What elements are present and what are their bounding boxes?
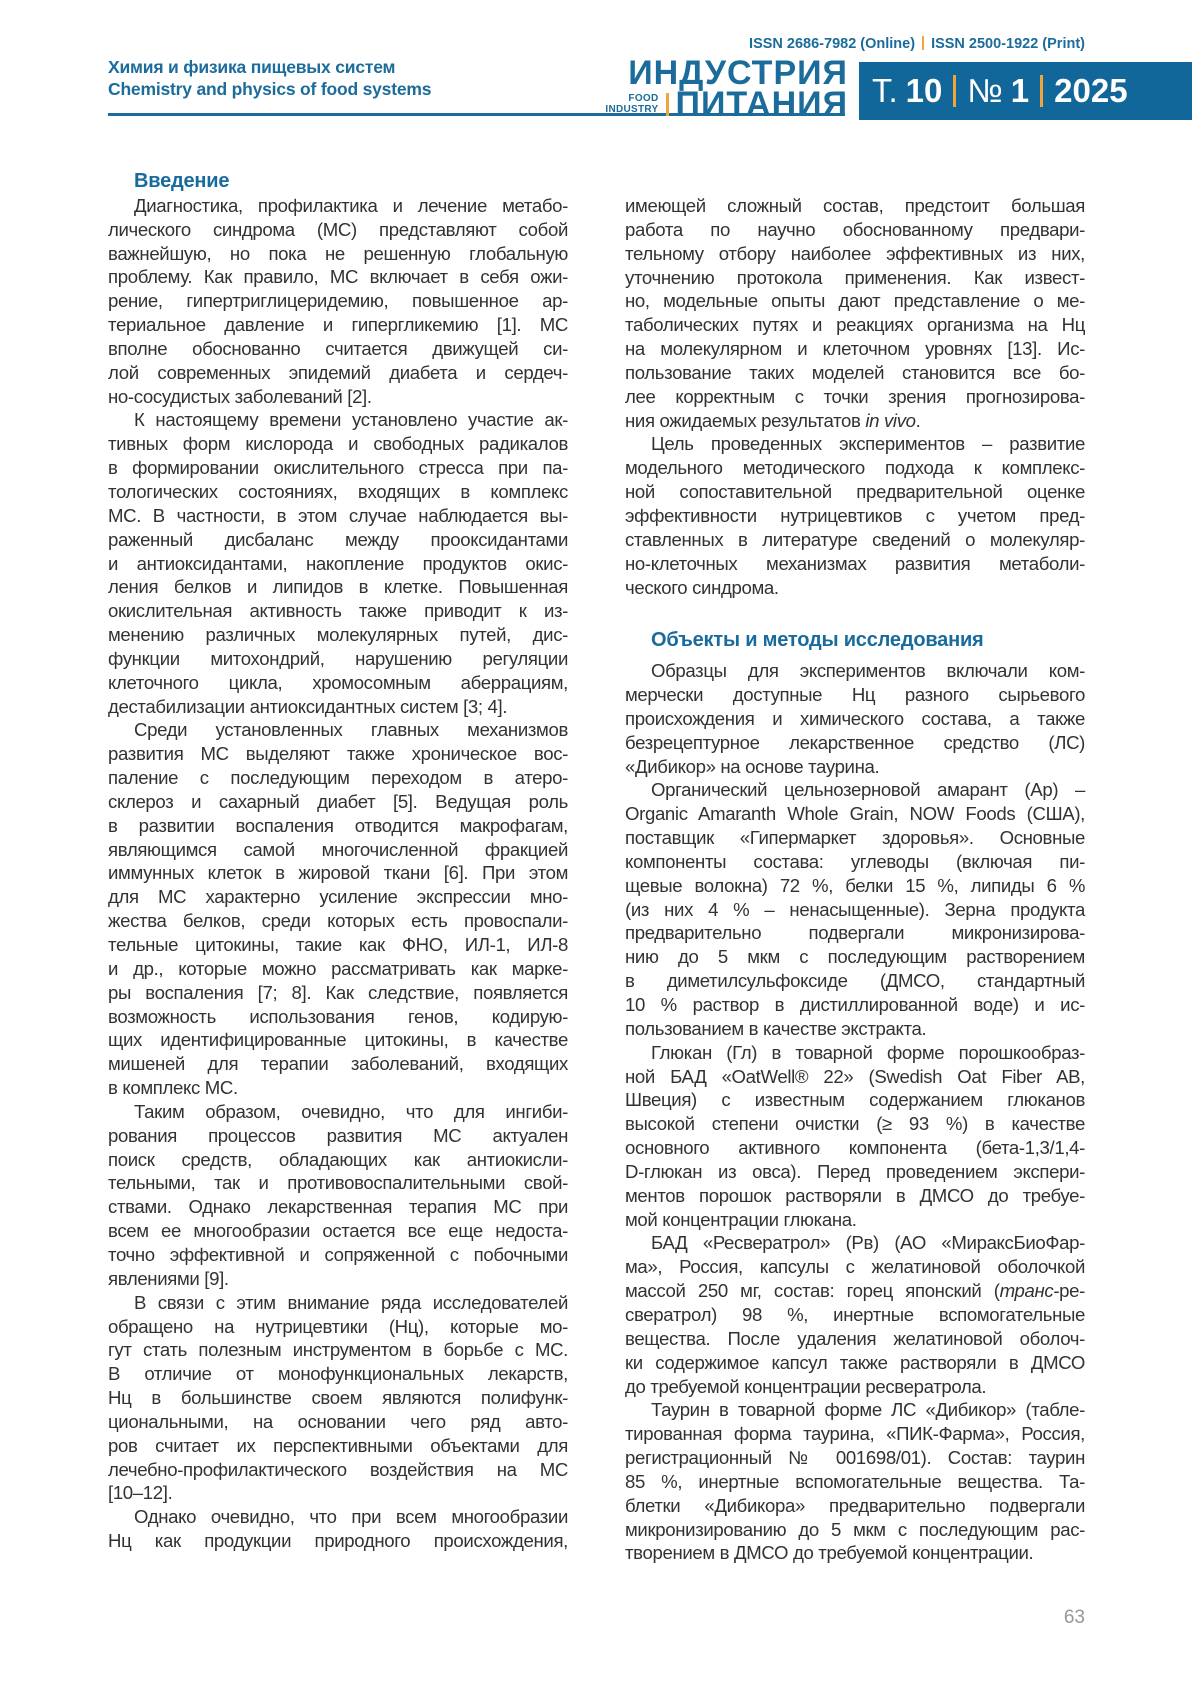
- text-line: тивных форм кислорода и свободных радикалов: [108, 433, 568, 455]
- text-line: Organic Amaranth Whole Grain, NOW Foods (США),: [625, 803, 1085, 825]
- text-line: ной БАД «OatWell® 22» (Swedish Oat Fiber AB,: [625, 1065, 1085, 1087]
- text-line: раженный дисбаланс между прооксидантами: [108, 528, 568, 550]
- logo-subtitle: [605, 94, 658, 115]
- paragraph: [108, 1505, 568, 1553]
- text-line: важнейшую, но пока не решенную глобальную: [108, 242, 568, 264]
- section-heading: Объекты и методы исследования: [651, 629, 984, 652]
- text-line: (из них 4 % – ненасыщенные). Зерна продукта: [625, 898, 1085, 920]
- text-line: пользованием в качестве экстракта.: [625, 1017, 927, 1039]
- paragraph: [108, 718, 568, 1100]
- text-line: щевые волокна) 72 %, белки 15 %, липиды 6 %: [625, 874, 1085, 896]
- text-line: тельными, так и противовоспалительными свой-: [108, 1172, 568, 1194]
- issue-box: [859, 62, 1192, 120]
- text-line: функции митохондрий, нарушению регуляции: [108, 647, 568, 669]
- text-line: Диагностика, профилактика и лечение метабо-: [134, 194, 568, 216]
- text-line: ки содержимое капсул также растворяли в ДМСО: [625, 1351, 1085, 1373]
- text-line: поставщик «Гипермаркет здоровья». Основные: [625, 827, 1085, 849]
- text-line: всем ее многообразии остается все еще недоста-: [108, 1220, 568, 1242]
- text-line: ставленных в литературе сведений о молекуляр-: [625, 528, 1085, 550]
- text-line: тельные цитокины, такие как ФНО, ИЛ-1, ИЛ-8: [108, 934, 568, 955]
- text-line: рение, гипертриглицеридемию, повышенное ар-: [108, 290, 568, 312]
- left-column: [108, 170, 568, 1565]
- text-line: тологических состояниях, входящих в комплекс: [108, 480, 568, 502]
- text-line: вещества. После удаления желатиновой оболоч-: [625, 1327, 1085, 1349]
- text-line: 10 % раствор в дистиллированной воде) и ис-: [625, 994, 1085, 1015]
- text-line: уточнению протокола применения. Как извест-: [625, 266, 1085, 288]
- logo-subtitle-line1: FOOD: [628, 93, 659, 104]
- paragraph: [625, 659, 1085, 778]
- text-line: модельного методического подхода к комплекс-: [625, 457, 1085, 479]
- text-line: основного активного компонента (бета-1,3/1,4-: [625, 1137, 1085, 1159]
- text-line: МС. В частности, в этом случае наблюдается вы-: [108, 504, 568, 526]
- text-line: лического синдрома (МС) представляют собой: [108, 218, 568, 240]
- text-line: Среди установленных главных механизмов: [134, 719, 568, 741]
- text-line: развития МС выделяют также хроническое вос-: [108, 743, 568, 765]
- text-line: нию до 5 мкм с последующим растворением: [625, 946, 1085, 968]
- text-line: в развитии воспаления отводится макрофагам,: [108, 814, 568, 836]
- right-column: [625, 170, 1085, 1565]
- text-line: и антиоксидантами, накопление продуктов окис-: [108, 552, 568, 574]
- issue-volume: [872, 72, 942, 110]
- text-line: лее корректным с точки зрения прогнозирова-: [625, 385, 1085, 407]
- text-line: паление с последующим переходом в атеро-: [108, 767, 568, 789]
- section-heading: Введение: [134, 170, 230, 192]
- paragraph: [625, 778, 1085, 1040]
- text-line: тированная форма таурина, «ПИК-Фарма», Россия,: [625, 1423, 1085, 1445]
- journal-logo: [560, 54, 848, 123]
- content-columns: [108, 170, 1085, 1565]
- number-label: №: [967, 72, 1003, 109]
- text-line: для МС характерно усиление экспрессии мно-: [108, 886, 568, 908]
- text-line: ментов порошок растворяли в ДМСО до требуе-: [625, 1184, 1085, 1206]
- text-line: щих идентифицированные цитокины, в качестве: [108, 1029, 568, 1051]
- text-line: БАД «Ресвератрол» (Рв) (АО «МираксБиоФар-: [651, 1232, 1085, 1254]
- issn-online: ISSN 2686-7982 (Online): [749, 36, 916, 52]
- text-line: являющимся самой многочисленной фракцией: [108, 838, 568, 860]
- text-line: ствами. Однако лекарственная терапия МС при: [108, 1196, 568, 1218]
- issue-year: [1054, 72, 1127, 110]
- text-line: микронизированию до 5 мкм с последующим рас-: [625, 1518, 1085, 1540]
- text-line: до требуемой концентрации ресвератрола.: [625, 1375, 987, 1397]
- text-line: высокой степени очистки (≥ 93 %) в качестве: [625, 1113, 1085, 1135]
- number-value: 1: [1010, 72, 1030, 109]
- text-line: вполне обоснованно считается движущей си-: [108, 337, 568, 359]
- text-line: клеточного цикла, хромосомным аберрациям,: [108, 671, 568, 693]
- paragraph: [625, 194, 1085, 432]
- text-line: склероз и сахарный диабет [5]. Ведущая роль: [108, 790, 568, 812]
- text-line: свератрол) 98 %, инертные вспомогательные: [625, 1303, 1085, 1325]
- paragraph: [625, 432, 1085, 599]
- year-value: 2025: [1054, 72, 1128, 109]
- text-line: ной сопоставительной предварительной оценке: [625, 481, 1085, 503]
- text-line: Нц в большинстве своем являются полифунк-: [108, 1387, 568, 1409]
- text-line: массой 250 мг, состав: горец японский (транс-ре-: [625, 1280, 1085, 1302]
- issn-print: ISSN 2500-1922 (Print): [931, 36, 1085, 52]
- text-line: безрецептурное лекарственное средство (ЛС): [625, 731, 1085, 753]
- text-line: на молекулярном и клеточном уровнях [13]. Ис-: [625, 338, 1085, 360]
- text-line: Глюкан (Гл) в товарной форме порошкообраз-: [651, 1041, 1085, 1063]
- text-line: в формировании окислительного стресса при па-: [108, 457, 568, 479]
- text-line: эффективности нутрицевтиков с учетом пред-: [625, 504, 1085, 526]
- journal-title-en: Chemistry and physics of food systems: [108, 79, 432, 99]
- text-line: обращено на нутрицевтики (Нц), которые мо-: [108, 1315, 568, 1337]
- text-line: В отличие от монофункциональных лекарств,: [108, 1363, 568, 1385]
- text-line: компоненты состава: углеводы (включая пи-: [625, 850, 1085, 872]
- volume-value: 10: [905, 72, 943, 109]
- paragraph: [625, 1398, 1085, 1565]
- text-line: лой современных эпидемий диабета и сердеч-: [108, 361, 568, 383]
- logo-subtitle-line2: INDUSTRY: [605, 103, 659, 115]
- text-line: мишеней для терапии заболеваний, входящих: [108, 1053, 568, 1075]
- text-line: творением в ДМСО до требуемой концентрации.: [625, 1542, 1034, 1564]
- paragraph: [108, 194, 568, 409]
- text-line: и др., которые можно рассматривать как марке-: [108, 957, 568, 979]
- text-line: гут стать полезным инструментом в борьбе с МС.: [108, 1339, 568, 1361]
- issue-number: [967, 72, 1029, 110]
- text-line: в диметилсульфоксиде (ДМСО, стандартный: [625, 970, 1085, 992]
- text-line: предварительно подвергали микронизирова-: [625, 922, 1085, 944]
- paragraph: [108, 408, 568, 718]
- text-line: работа по научно обоснованному предвари-: [625, 218, 1085, 240]
- text-line: К настоящему времени установлено участие ак-: [134, 409, 568, 431]
- paragraph: [625, 1041, 1085, 1232]
- text-line: В связи с этим внимание ряда исследователей: [134, 1291, 568, 1313]
- text-line: ния ожидаемых результатов in vivo.: [625, 409, 921, 431]
- text-line: блетки «Дибикора» предварительно подвергали: [625, 1494, 1085, 1516]
- text-line: Таурин в товарной форме ЛС «Дибикор» (табле-: [651, 1399, 1085, 1421]
- text-line: Однако очевидно, что при всем многообразии: [134, 1506, 568, 1528]
- text-line: точно эффективной и сопряженной с побочными: [108, 1243, 568, 1265]
- journal-title-block: [108, 56, 431, 100]
- text-line: Таким образом, очевидно, что для ингиби-: [134, 1100, 568, 1122]
- text-line: Цель проведенных экспериментов – развитие: [651, 433, 1085, 455]
- volume-label: Т.: [872, 72, 898, 109]
- text-line: териальное давление и гипергликемию [1]. МС: [108, 314, 568, 336]
- text-line: в комплекс МС.: [108, 1077, 238, 1099]
- text-line: ры воспаления [7; 8]. Как следствие, появляется: [108, 981, 568, 1003]
- text-line: Нц как продукции природного происхождения,: [108, 1530, 568, 1552]
- text-line: менению различных молекулярных путей, дис-: [108, 624, 568, 646]
- text-line: ления белков и липидов в клетке. Повышенная: [108, 576, 568, 598]
- text-line: происхождения и химического состава, а также: [625, 707, 1085, 729]
- issn-separator: [922, 36, 924, 50]
- text-line: рования процессов развития МС актуален: [108, 1124, 568, 1146]
- text-line: имеющей сложный состав, предстоит большая: [625, 195, 1085, 216]
- text-line: мерчески доступные Нц разного сырьевого: [625, 684, 1085, 706]
- text-line: Швеция) с известным содержанием глюканов: [625, 1089, 1085, 1111]
- text-line: «Дибикор» на основе таурина.: [625, 755, 880, 777]
- text-line: лечебно-профилактического воздействия на МС: [108, 1458, 568, 1480]
- text-line: явлениями [9].: [108, 1267, 229, 1289]
- text-line: [10–12].: [108, 1482, 173, 1504]
- text-line: но-сосудистых заболеваний [2].: [108, 385, 372, 407]
- text-line: возможность использования генов, кодирую-: [108, 1005, 568, 1027]
- journal-title-ru: Химия и физика пищевых систем: [108, 57, 396, 77]
- text-line: дестабилизации антиоксидантных систем [3; 4].: [108, 695, 508, 717]
- logo-orange-bar: [666, 93, 669, 116]
- text-line: ма», Россия, капсулы с желатиновой оболочкой: [625, 1256, 1085, 1278]
- text-line: тельному отбору наиболее эффективных из них,: [625, 242, 1085, 264]
- text-line: ческого синдрома.: [625, 576, 779, 598]
- text-line: иммунных клеток в жировой ткани [6]. При этом: [108, 862, 568, 884]
- text-line: пользование таких моделей становится все бо-: [625, 361, 1085, 383]
- text-line: окислительная активность также приводит к из-: [108, 600, 568, 622]
- text-line: но, модельные опыты дают представление о ме-: [625, 290, 1085, 312]
- text-line: таболических путях и реакциях организма на Нц: [625, 314, 1085, 336]
- text-line: но-клеточных механизмах развития метаболи-: [625, 552, 1085, 574]
- paragraph: [625, 1231, 1085, 1398]
- text-line: 85 %, инертные вспомогательные вещества. Та-: [625, 1470, 1085, 1492]
- text-line: мой концентрации глюкана.: [625, 1208, 857, 1230]
- text-line: Органический цельнозерновой амарант (Ар) –: [651, 779, 1085, 801]
- logo-title-line2-row: [560, 85, 848, 123]
- page-number: 63: [1063, 1607, 1085, 1628]
- issue-separator: [953, 75, 956, 107]
- text-line: жества белков, среди которых есть провоспали-: [108, 910, 568, 932]
- text-line: регистрационный № 001698/01). Состав: таурин: [625, 1447, 1085, 1469]
- issn-line: [700, 36, 1085, 52]
- text-line: D-глюкан из овса). Перед проведением экспери-: [625, 1160, 1085, 1182]
- text-line: ров считает их перспективными объектами для: [108, 1434, 568, 1456]
- issue-separator: [1040, 75, 1043, 107]
- text-line: поиск средств, обладающих как антиокисли-: [108, 1148, 568, 1170]
- paragraph: [108, 1100, 568, 1291]
- text-line: циональными, на основании чего ряд авто-: [108, 1410, 568, 1432]
- logo-title-line2: ПИТАНИЯ: [675, 85, 848, 123]
- text-line: проблему. Как правило, МС включает в себя ожи-: [108, 266, 568, 288]
- paragraph: [108, 1291, 568, 1506]
- text-line: Образцы для экспериментов включали ком-: [651, 660, 1085, 682]
- logo-title-line1: ИНДУСТРИЯ: [628, 54, 848, 92]
